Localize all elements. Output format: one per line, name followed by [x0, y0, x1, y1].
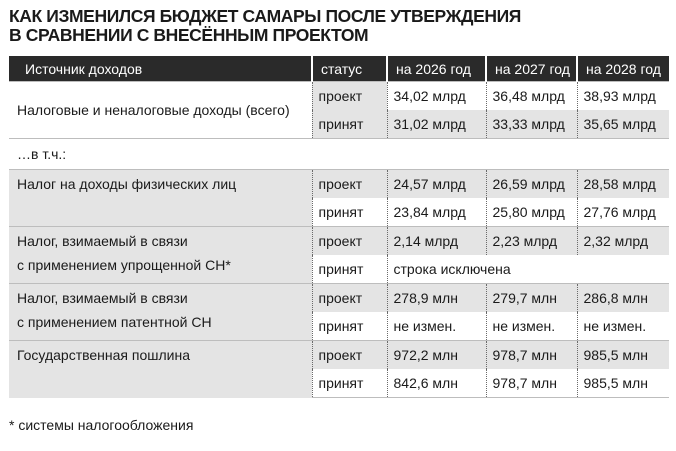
value-cell: 31,02 млрд	[387, 110, 486, 139]
value-cell: не измен.	[387, 312, 486, 341]
value-cell: 33,33 млрд	[486, 110, 577, 139]
value-cell: 985,5 млн	[577, 341, 669, 370]
value-cell: 972,2 млн	[387, 341, 486, 370]
row-label-line: Налог, взимаемый в связи	[17, 290, 188, 306]
status-cell: проект	[312, 227, 387, 256]
excluded-note: строка исключена	[387, 255, 669, 284]
row-label-usn	[9, 227, 312, 284]
table-row	[9, 284, 669, 313]
header-2028: на 2028 год	[577, 56, 669, 82]
status-cell: принят	[312, 312, 387, 341]
row-label-duty: Государственная пошлина	[9, 341, 312, 398]
row-label-ndfl: Налог на доходы физических лиц	[9, 170, 312, 227]
table-row	[9, 139, 669, 170]
value-cell: 36,48 млрд	[486, 82, 577, 111]
row-label-line: с применением упрощенной СН*	[17, 257, 231, 273]
value-cell: 34,02 млрд	[387, 82, 486, 111]
header-row	[9, 56, 669, 82]
title-line-1: КАК ИЗМЕНИЛСЯ БЮДЖЕТ САМАРЫ ПОСЛЕ УТВЕРЖДЕНИЯ	[9, 6, 521, 26]
status-cell: проект	[312, 82, 387, 111]
value-cell: 2,32 млрд	[577, 227, 669, 256]
status-cell: принят	[312, 369, 387, 398]
value-cell: 286,8 млн	[577, 284, 669, 313]
row-label-line: с применением патентной СН	[17, 314, 212, 330]
table-row	[9, 170, 669, 199]
value-cell: 279,7 млн	[486, 284, 577, 313]
status-cell: проект	[312, 284, 387, 313]
value-cell: 985,5 млн	[577, 369, 669, 398]
value-cell: 35,65 млрд	[577, 110, 669, 139]
value-cell: 23,84 млрд	[387, 198, 486, 227]
table-row	[9, 82, 669, 111]
row-label-line: Налог, взимаемый в связи	[17, 233, 188, 249]
value-cell: 978,7 млн	[486, 341, 577, 370]
header-2026: на 2026 год	[387, 56, 486, 82]
value-cell: не измен.	[486, 312, 577, 341]
value-cell: 25,80 млрд	[486, 198, 577, 227]
value-cell: 26,59 млрд	[486, 170, 577, 199]
header-2027: на 2027 год	[486, 56, 577, 82]
header-status: статус	[312, 56, 387, 82]
status-cell: принят	[312, 198, 387, 227]
value-cell: 24,57 млрд	[387, 170, 486, 199]
value-cell: 27,76 млрд	[577, 198, 669, 227]
title-line-2: В СРАВНЕНИИ С ВНЕСЁННЫМ ПРОЕКТОМ	[9, 25, 369, 45]
header-source: Источник доходов	[9, 56, 312, 82]
value-cell: 38,93 млрд	[577, 82, 669, 111]
value-cell: 842,6 млн	[387, 369, 486, 398]
value-cell: 2,23 млрд	[486, 227, 577, 256]
row-label-total: Налоговые и неналоговые доходы (всего)	[9, 82, 312, 139]
value-cell: 28,58 млрд	[577, 170, 669, 199]
table-row	[9, 341, 669, 370]
value-cell: 2,14 млрд	[387, 227, 486, 256]
budget-table	[9, 56, 669, 398]
table-row	[9, 227, 669, 256]
value-cell: 978,7 млн	[486, 369, 577, 398]
status-cell: проект	[312, 341, 387, 370]
value-cell: 278,9 млн	[387, 284, 486, 313]
status-cell: принят	[312, 110, 387, 139]
table-title	[9, 7, 669, 45]
status-cell: проект	[312, 170, 387, 199]
row-label-patent	[9, 284, 312, 341]
status-cell: принят	[312, 255, 387, 284]
footnote: * системы налогообложения	[9, 417, 194, 433]
intermediate-label: …в т.ч.:	[9, 139, 669, 170]
value-cell: не измен.	[577, 312, 669, 341]
